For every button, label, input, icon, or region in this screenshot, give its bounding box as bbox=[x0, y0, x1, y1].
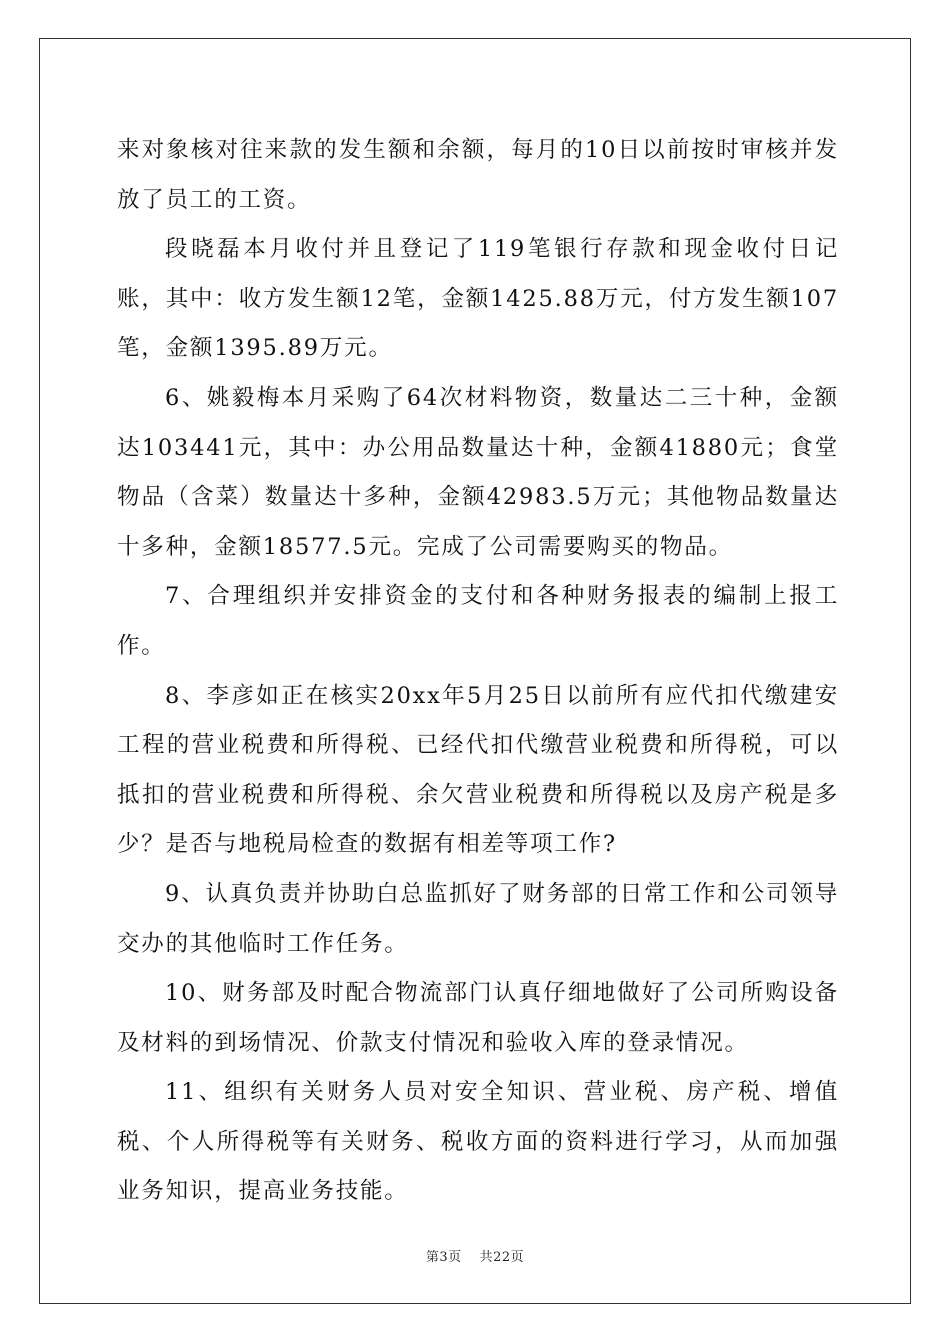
paragraph-8: 11、组织有关财务人员对安全知识、营业税、房产税、增值税、个人所得税等有关财务、税收方面的资料进行学习，从而加强业务知识，提高业务技能。 bbox=[117, 1079, 839, 1205]
document-body bbox=[117, 126, 839, 1217]
paragraph-1: 来对象核对往来款的发生额和余额，每月的10日以前按时审核并发放了员工的工资。 bbox=[117, 137, 839, 213]
paragraph-6: 9、认真负责并协助白总监抓好了财务部的日常工作和公司领导交办的其他临时工作任务。 bbox=[117, 880, 839, 957]
paragraph-2: 段晓磊本月收付并且登记了119笔银行存款和现金收付日记账，其中：收方发生额12笔，金额1425.88万元，付方发生额107笔，金额1395.89万元。 bbox=[117, 236, 839, 362]
page-number-current: 第3页 bbox=[425, 1250, 462, 1265]
paragraph-7: 10、财务部及时配合物流部门认真仔细地做好了公司所购设备及材料的到场情况、价款支付情况和验收入库的登录情况。 bbox=[117, 980, 839, 1056]
paragraph-5: 8、李彦如正在核实20xx年5月25日以前所有应代扣代缴建安工程的营业税费和所得税、已经代扣代缴营业税费和所得税，可以抵扣的营业税费和所得税、余欠营业税费和所得税以及房产税是多少？是否与地税局检查的数据有相差等项工作? bbox=[117, 682, 839, 858]
paragraph-3: 6、姚毅梅本月采购了64次材料物资，数量达二三十种，金额达103441元，其中：办公用品数量达十种，金额41880元；食堂物品（含菜）数量达十多种，金额42983.5万元；其他物品数量达十多种，金额18577.5元。完成了公司需要购买的物品。 bbox=[117, 384, 839, 560]
page-footer bbox=[0, 1246, 950, 1265]
paragraph-4: 7、合理组织并安排资金的支付和各种财务报表的编制上报工作。 bbox=[117, 583, 839, 659]
page-number-total: 共22页 bbox=[479, 1250, 525, 1265]
